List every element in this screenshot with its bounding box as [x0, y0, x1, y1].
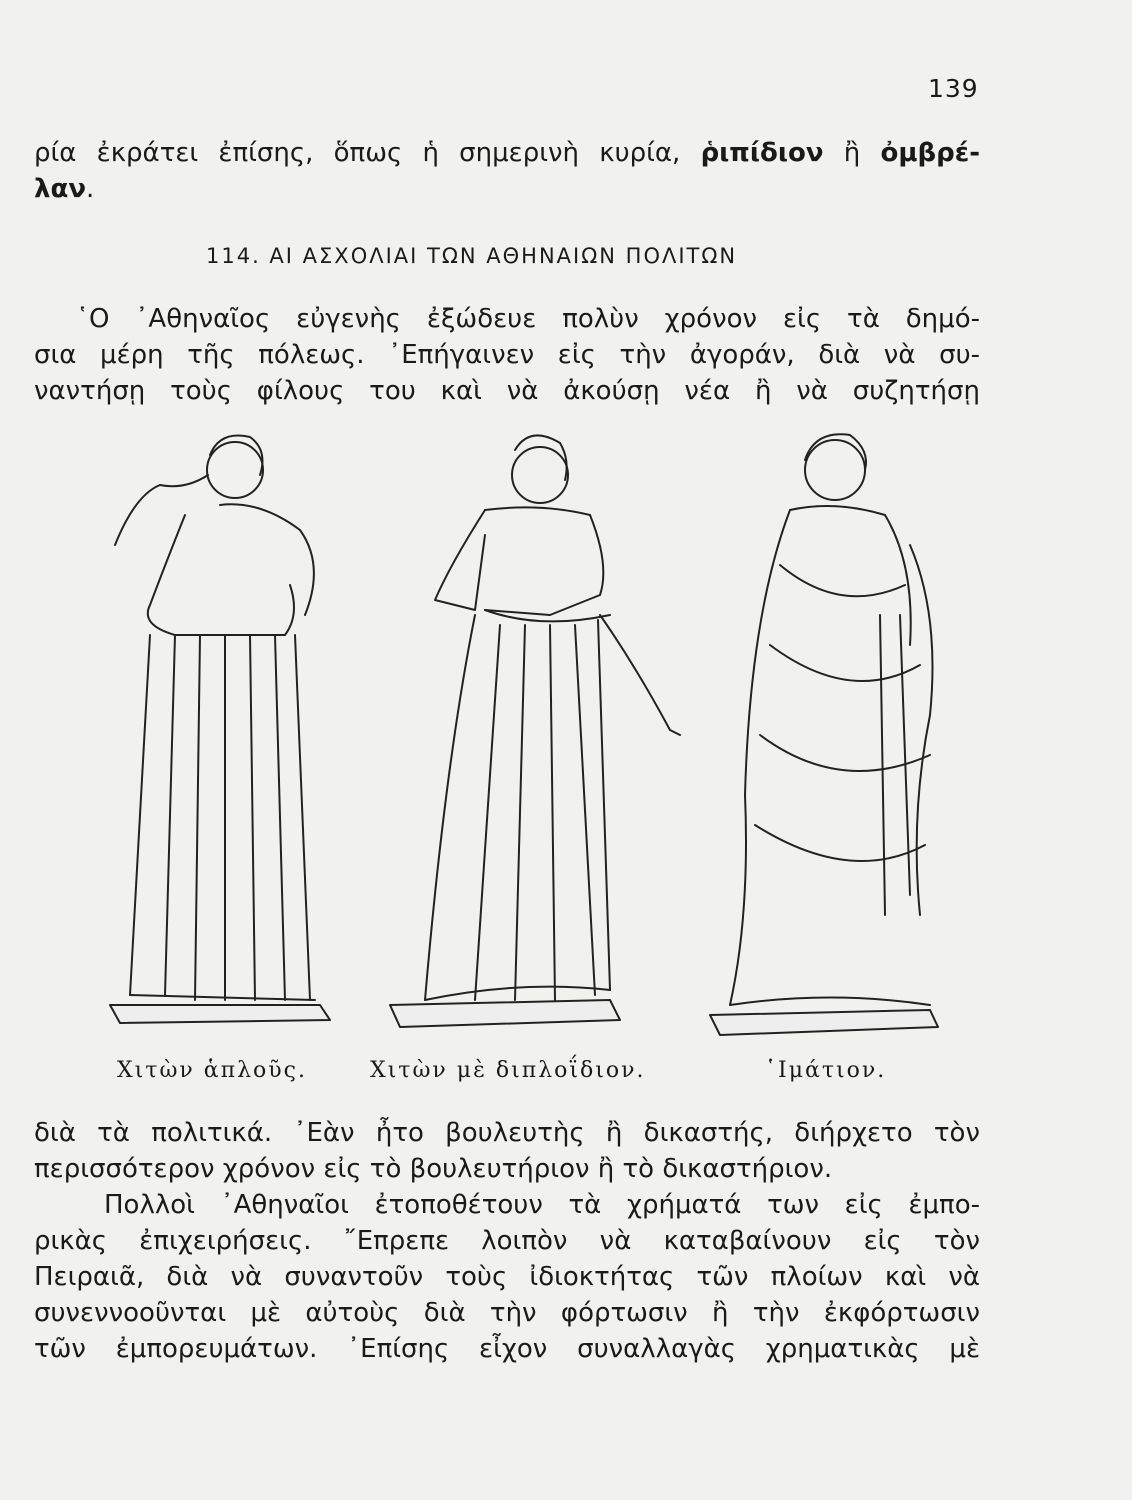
text-line — [34, 172, 980, 206]
figure-himation — [710, 434, 938, 1035]
bold-term: λαν — [34, 174, 87, 204]
figure-caption: Χιτὼν μὲ διπλοΐδιον. — [370, 1058, 646, 1083]
text-line — [34, 136, 980, 170]
paragraph-line: Πειραιᾶ, διὰ νὰ συναντοῦν τοὺς ἰδιοκτήτας τῶν πλοίων καὶ νὰ — [34, 1262, 980, 1292]
paragraph-line: ναντήσῃ τοὺς φίλους του καὶ νὰ ἀκούσῃ νέα ἢ νὰ συζητήσῃ — [34, 376, 980, 406]
paragraph-line: τῶν ἐμπορευμάτων. ᾽Επίσης εἶχον συναλλαγὰς χρηματικὰς μὲ — [34, 1334, 980, 1364]
paragraph-line: ρικὰς ἐπιχειρήσεις. ῎Επρεπε λοιπὸν νὰ καταβαίνουν εἰς τὸν — [34, 1226, 980, 1256]
paragraph-line: συνεννοοῦνται μὲ αὐτοὺς διὰ τὴν φόρτωσιν ἢ τὴν ἐκφόρτωσιν — [34, 1298, 980, 1328]
paragraph-line: σια μέρη τῆς πόλεως. ᾽Επήγαινεν εἰς τὴν ἀγοράν, διὰ νὰ συ- — [34, 340, 980, 370]
bold-term: ὀμβρέ- — [880, 138, 980, 168]
figure-caption: Χιτὼν ἁπλοῦς. — [117, 1058, 307, 1083]
paragraph-line: διὰ τὰ πολιτικά. ᾽Εὰν ἦτο βουλευτὴς ἢ δικαστής, διήρχετο τὸν — [34, 1118, 980, 1148]
paragraph-line: περισσότερον χρόνον εἰς τὸ βουλευτήριον ἢ τὸ δικαστήριον. — [34, 1154, 833, 1184]
bold-term: ῥιπίδιον — [700, 138, 824, 168]
text-span: ρία ἐκράτει ἐπίσης, ὅπως ἡ σημερινὴ κυρία, — [34, 138, 701, 168]
paragraph-line: ῾Ο ᾽Αθηναῖος εὐγενὴς ἐξώδευε πολὺν χρόνον εἰς τὰ δημό- — [76, 304, 980, 334]
text-span: . — [86, 174, 95, 204]
figure-chiton-simple — [110, 435, 330, 1023]
paragraph-line: Πολλοὶ ᾽Αθηναῖοι ἐτοποθέτουν τὰ χρήματά των εἰς ἐμπο- — [104, 1190, 980, 1220]
figure-chiton-diploidion — [390, 435, 680, 1027]
figure-caption: ῾Ιμάτιον. — [765, 1058, 887, 1083]
illustration-figures — [90, 415, 970, 1045]
section-heading: 114. ΑΙ ΑΣΧΟΛΙΑΙ ΤΩΝ ΑΘΗΝΑΙΩΝ ΠΟΛΙΤΩΝ — [206, 244, 738, 268]
page-number: 139 — [928, 74, 979, 103]
text-span: ἢ — [823, 138, 881, 168]
